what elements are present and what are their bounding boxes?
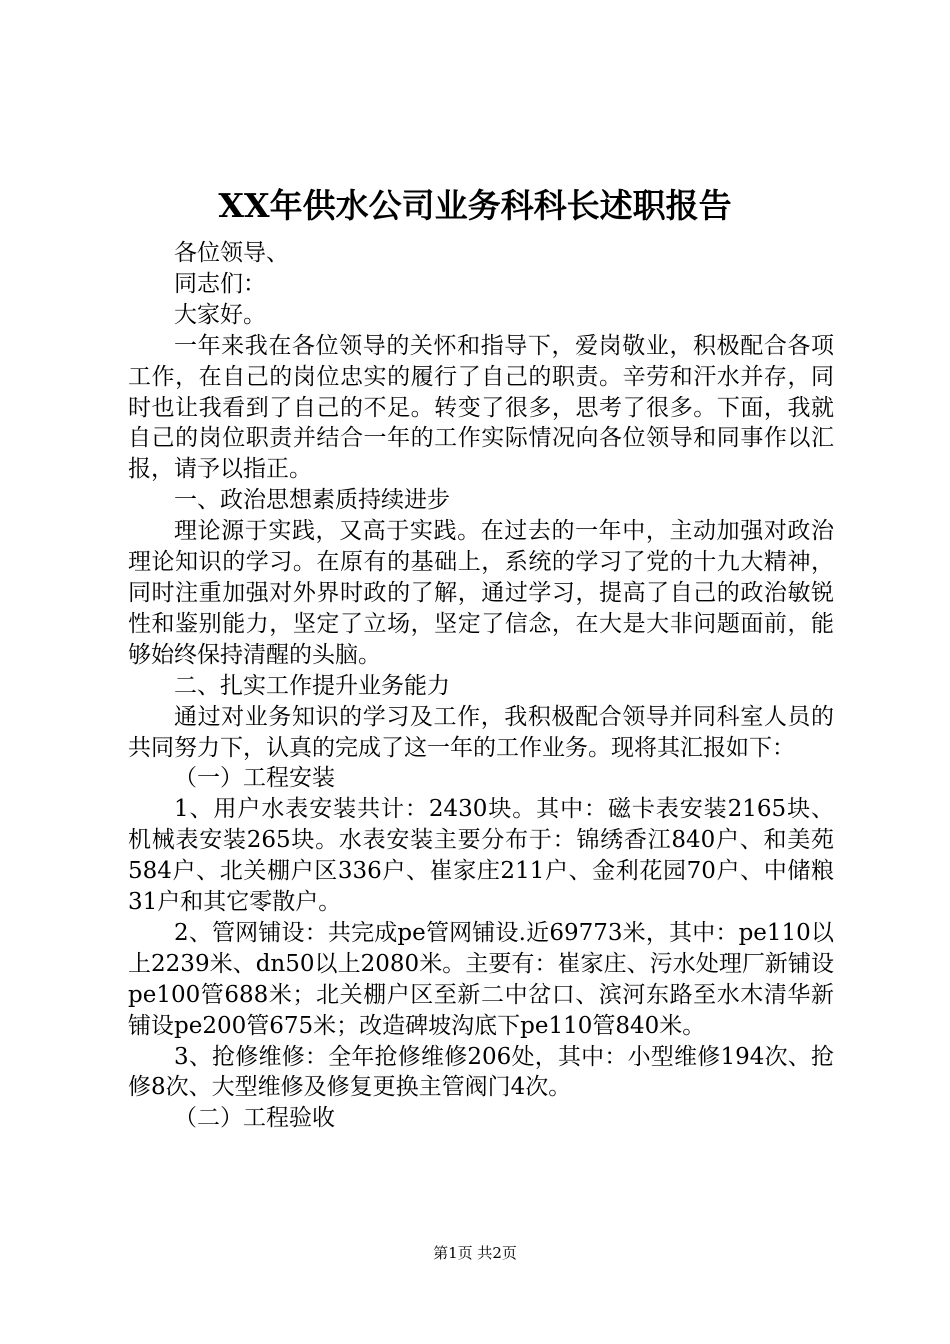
paragraph-meter-install: 1、用户水表安装共计：2430块。其中：磁卡表安装2165块、机械表安装265块。水表安装主要分布于：锦绣香江840户、和美苑584户、北关棚户区336户、崔家庄211户、金利花园70户、中储粮31户和其它零散户。 — [128, 796, 834, 916]
section-heading-2: 二、扎实工作提升业务能力 — [174, 672, 450, 699]
subsection-heading-1: （一）工程安装 — [174, 765, 335, 792]
salutation-comrades: 同志们： — [174, 270, 266, 297]
salutation-greeting: 大家好。 — [174, 301, 266, 328]
salutation-leaders: 各位领导、 — [174, 240, 289, 266]
section-heading-1: 一、政治思想素质持续进步 — [174, 487, 450, 514]
document-body — [128, 238, 834, 1134]
paragraph-section-2: 通过对业务知识的学习及工作，我积极配合领导并同科室人员的共同努力下，认真的完成了这一年的工作业务。现将其汇报如下： — [128, 703, 834, 761]
paragraph-repair: 3、抢修维修：全年抢修维修206处，其中：小型维修194次、抢修8次、大型维修及修复更换主管阀门4次。 — [128, 1043, 834, 1101]
page-footer: 第1页 共2页 — [433, 1244, 517, 1262]
paragraph-section-1: 理论源于实践，又高于实践。在过去的一年中，主动加强对政治理论知识的学习。在原有的基础上，系统的学习了党的十九大精神，同时注重加强对外界时政的了解，通过学习，提高了自己的政治敏锐性和鉴别能力，坚定了立场，坚定了信念，在大是大非问题面前，能够始终保持清醒的头脑。 — [128, 518, 834, 668]
document-title: XX年供水公司业务科科长述职报告 — [218, 186, 732, 225]
subsection-heading-2: （二）工程验收 — [174, 1105, 335, 1132]
paragraph-intro: 一年来我在各位领导的关怀和指导下，爱岗敬业，积极配合各项工作，在自己的岗位忠实的履行了自己的职责。辛劳和汗水并存，同时也让我看到了自己的不足。转变了很多，思考了很多。下面，我就自己的岗位职责并结合一年的工作实际情况向各位领导和同事作以汇报，请予以指正。 — [128, 332, 834, 483]
paragraph-pipe-network: 2、管网铺设：共完成pe管网铺设.近69773米，其中：pe110以上2239米、dn50以上2080米。主要有：崔家庄、污水处理厂新铺设pe100管688米；北关棚户区至新二中岔口、滨河东路至水木清华新铺设pe200管675米；改造碑坡沟底下pe110管840米。 — [128, 919, 834, 1039]
